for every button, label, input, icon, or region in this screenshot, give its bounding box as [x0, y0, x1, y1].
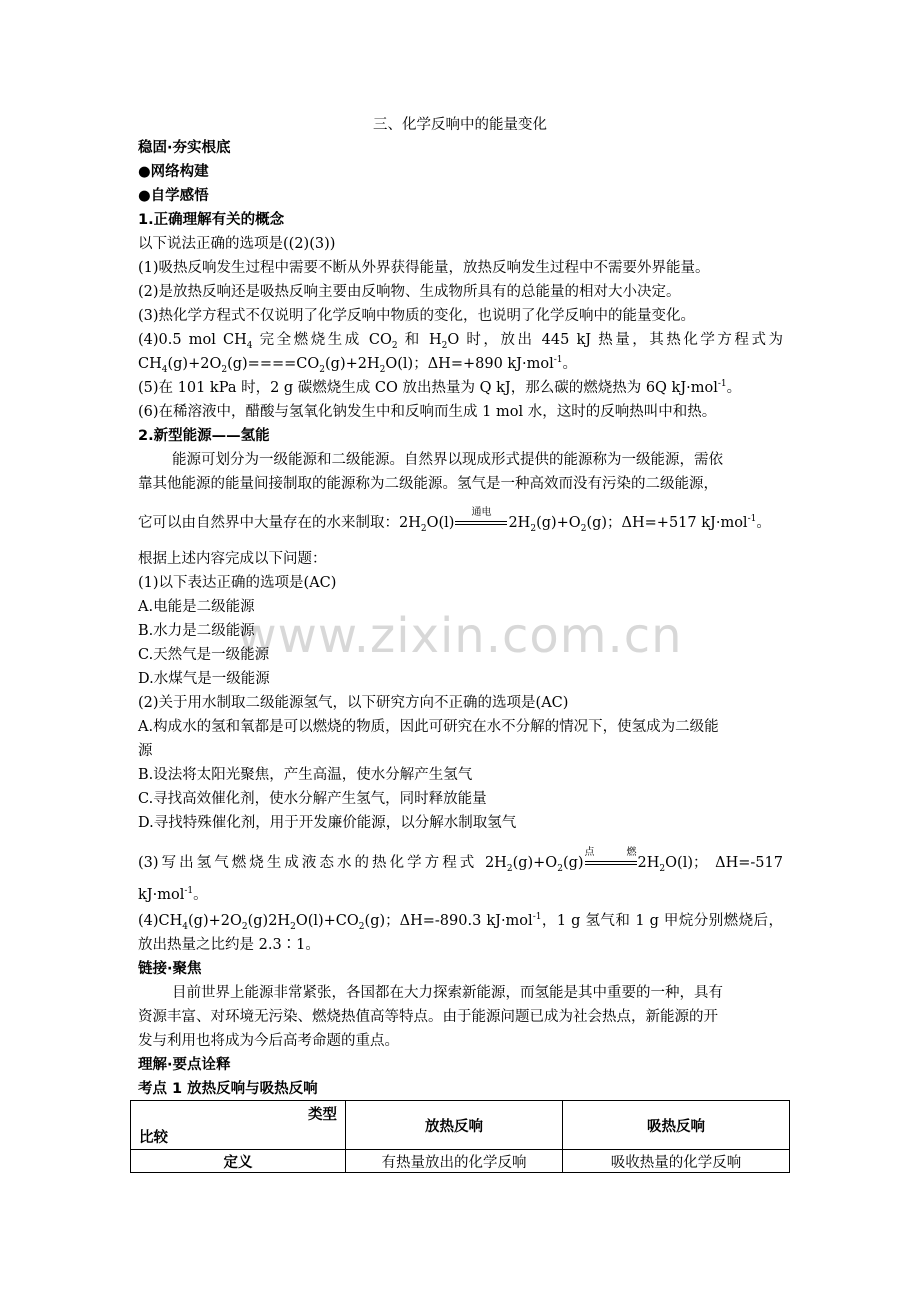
- q2-sub-question-1: (1)以下表达正确的选项是(AC): [138, 575, 337, 591]
- section-heading-wengu: 稳固·夯实根底: [138, 140, 231, 156]
- q1-item-2: (2)是放热反响还是吸热反响主要由反响物、生成物所具有的总能量的相对大小决定。: [138, 284, 681, 300]
- section-heading-link: 链接·聚焦: [138, 961, 202, 977]
- q2-s1-option-b: B.水力是二级能源: [138, 623, 255, 639]
- ignition-arrow: 点燃: [585, 858, 637, 868]
- table-cell-endothermic-definition: 吸收热量的化学反响: [563, 1150, 790, 1173]
- q2-s1-option-d: D.水煤气是一级能源: [138, 671, 270, 687]
- q2-s2-option-d: D.寻找特殊催化剂，用于开发廉价能源，以分解水制取氢气: [138, 815, 517, 831]
- table-diagonal-header-cell: [131, 1101, 346, 1150]
- q2-sub-question-4-line-1: $(4)CH_4(g)+2O_2(g)2H_2O(l)+CO_2(g)$；ΔH=-890.3 kJ·mol$^{-1}$，1 g 氢气和 1 g 甲烷分别燃烧后，: [138, 912, 783, 932]
- table-row: [131, 1150, 790, 1173]
- q2-s1-option-c: C.天然气是一级能源: [138, 647, 270, 663]
- table-cell-exothermic-definition: 有热量放出的化学反响: [346, 1150, 563, 1173]
- comparison-table: [130, 1100, 790, 1173]
- q1-heading: 1.正确理解有关的概念: [138, 212, 285, 228]
- electrolysis-arrow: 通电: [455, 518, 507, 528]
- q1-item-3: (3)热化学方程式不仅说明了化学反响中物质的变化，也说明了化学反响中的能量变化。: [138, 308, 696, 324]
- q2-sub-question-4-line-2: 放出热量之比约是 2.3∶1。: [138, 937, 320, 953]
- q1-item-4-equation: $CH_4(g)+2O_2(g)====CO_2(g)+2H_2O(l)$；ΔH=+890 kJ·mol$^{-1}$。: [138, 355, 578, 375]
- q2-sub-question-3-cont: kJ·mol$^{-1}$。: [138, 886, 208, 903]
- page-title: 三、化学反响中的能量变化: [373, 117, 547, 133]
- q1-item-4: (4)0.5 mol $CH_4$ 完全燃烧生成 $CO_2$ 和 $H_2O$ 时，放出 445 kJ 热量，其热化学方程式为: [138, 332, 783, 351]
- q2-paragraph-line-4: 根据上述内容完成以下问题：: [138, 551, 327, 567]
- q2-paragraph-line-2: 靠其他能源的能量间接制取的能源称为二级能源。氢气是一种高效而没有污染的二级能源，: [138, 476, 718, 492]
- link-paragraph-line-3: 发与利用也将成为今后高考命题的重点。: [138, 1033, 399, 1049]
- watermark: www.zixin.com.cn: [237, 608, 683, 664]
- q2-s2-option-b: B.设法将太阳光聚焦，产生高温，使水分解产生氢气: [138, 767, 473, 783]
- table-header-type: 类型: [308, 1106, 337, 1123]
- section-heading-network: ●网络构建: [138, 164, 209, 180]
- section-heading-selfstudy: ●自学感悟: [138, 188, 209, 204]
- q1-item-6: (6)在稀溶液中，醋酸与氢氧化钠发生中和反响而生成 1 mol 水，这时的反响热叫中和热。: [138, 404, 717, 420]
- section-heading-understand: 理解·要点诠释: [138, 1057, 231, 1073]
- q2-s2-option-a-line-1: A.构成水的氢和氧都是可以燃烧的物质，因此可研究在水不分解的情况下，使氢成为二级能: [138, 719, 719, 735]
- q2-sub-question-2: (2)关于用水制取二级能源氢气，以下研究方向不正确的选项是(AC): [138, 695, 569, 711]
- table-header-compare: 比较: [139, 1129, 168, 1146]
- q2-s2-option-a-line-2: 源: [138, 743, 153, 759]
- q2-heading: 2.新型能源——氢能: [138, 428, 270, 444]
- link-paragraph-line-2: 资源丰富、对环境无污染、燃烧热值高等特点。由于能源问题已成为社会热点，新能源的开: [138, 1009, 718, 1025]
- link-paragraph-line-1: 目前世界上能源非常紧张，各国都在大力探索新能源，而氢能是其中重要的一种，具有: [172, 985, 723, 1001]
- table-row-label-definition: 定义: [131, 1150, 346, 1173]
- kaodian-1-heading: 考点 1 放热反响与吸热反响: [138, 1081, 318, 1097]
- q2-s2-option-c: C.寻找高效催化剂，使水分解产生氢气，同时释放能量: [138, 791, 487, 807]
- q2-sub-question-3: (3)写出氢气燃烧生成液态水的热化学方程式 $2H_2(g)+O_2(g)$ 点燃 $2H_2O(l)$； ΔH=-517: [138, 847, 783, 874]
- q2-paragraph-line-1: 能源可划分为一级能源和二级能源。自然界以现成形式提供的能源称为一级能源，需依: [172, 452, 723, 468]
- q1-item-5: (5)在 101 kPa 时，2 g 碳燃烧生成 CO 放出热量为 Q kJ，那么碳的燃烧热为 6Q kJ·mol$^{-1}$。: [138, 379, 742, 396]
- q2-s1-option-a: A.电能是二级能源: [138, 599, 255, 615]
- table-header-row: [131, 1101, 790, 1150]
- q1-item-1: (1)吸热反响发生过程中需要不断从外界获得能量，放热反响发生过程中不需要外界能量。: [138, 260, 710, 276]
- table-header-exothermic: 放热反响: [346, 1101, 563, 1150]
- q2-paragraph-line-3: 它可以由自然界中大量存在的水来制取：$2H_2O(l)$ 通电 $2H_2(g)+O_2(g)$；ΔH=+517 kJ·mol$^{-1}$。: [138, 507, 771, 534]
- table-header-endothermic: 吸热反响: [563, 1101, 790, 1150]
- q1-intro: 以下说法正确的选项是((2)(3)): [138, 236, 336, 252]
